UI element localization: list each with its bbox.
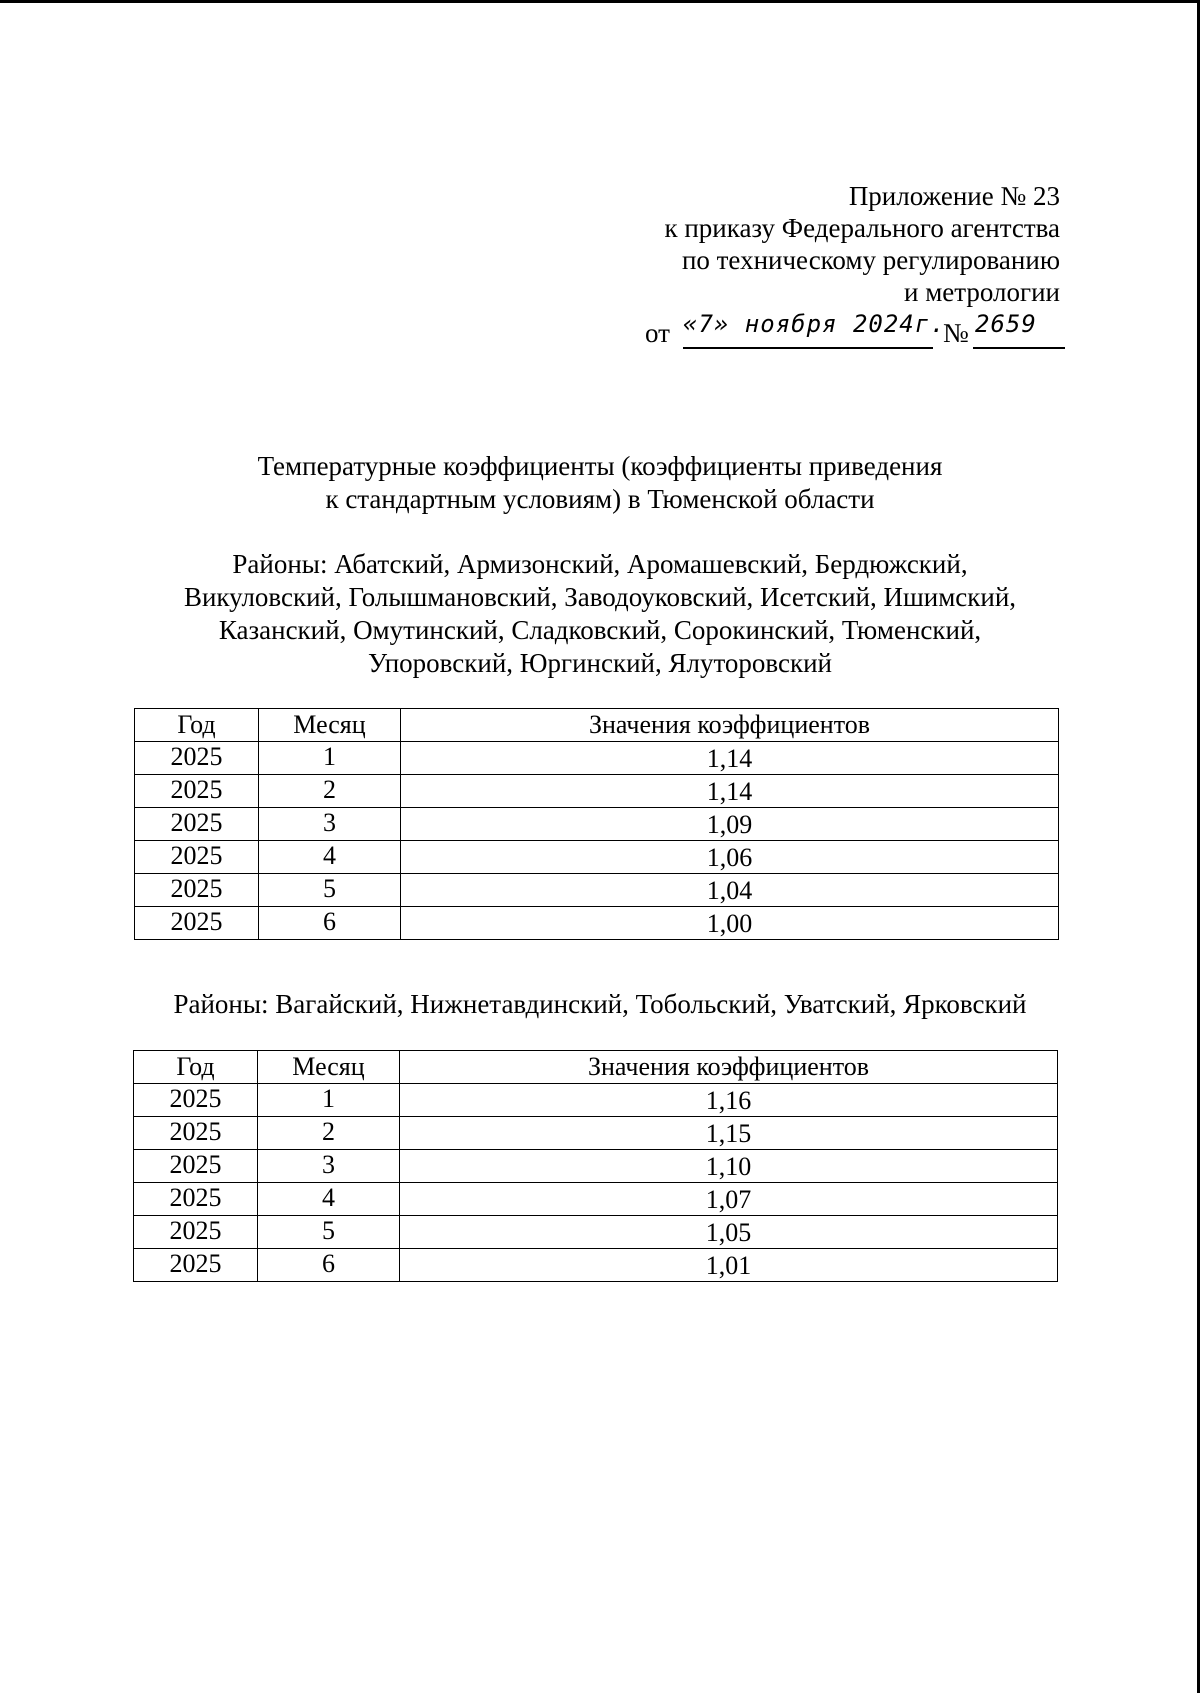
cell-month: 6	[259, 907, 401, 940]
cell-month: 3	[258, 1150, 400, 1183]
order-number-underline	[973, 347, 1065, 349]
header-month: Месяц	[259, 709, 401, 742]
cell-month: 1	[258, 1084, 400, 1117]
appendix-number: Приложение № 23	[848, 181, 1060, 211]
coefficients-table-2	[133, 1050, 1058, 1282]
table-row	[135, 775, 1059, 808]
cell-year: 2025	[135, 775, 259, 808]
appendix-order-ref: к приказу Федерального агентства	[664, 213, 1060, 243]
cell-year: 2025	[135, 874, 259, 907]
cell-month: 3	[259, 808, 401, 841]
districts-line: Районы: Абатский, Армизонский, Аромашевский, Бердюжский,	[232, 549, 968, 579]
cell-year: 2025	[134, 1084, 258, 1117]
table-row	[135, 742, 1059, 775]
cell-value: 1,00	[401, 907, 1059, 940]
cell-year: 2025	[134, 1249, 258, 1282]
order-number-label: №	[943, 318, 969, 348]
cell-month: 1	[259, 742, 401, 775]
table-header-row	[134, 1051, 1058, 1084]
cell-value: 1,01	[400, 1249, 1058, 1282]
cell-value: 1,05	[400, 1216, 1058, 1249]
table-header-row	[135, 709, 1059, 742]
header-month: Месяц	[258, 1051, 400, 1084]
coefficients-table-1	[134, 708, 1059, 940]
districts-group-2: Районы: Вагайский, Нижнетавдинский, Тобольский, Уватский, Ярковский	[173, 989, 1027, 1019]
appendix-agency-line: по техническому регулированию	[681, 245, 1060, 275]
table-row	[135, 841, 1059, 874]
order-date-number	[645, 310, 1065, 354]
table-row	[134, 1117, 1058, 1150]
order-from-label: от	[645, 318, 670, 348]
cell-year: 2025	[135, 742, 259, 775]
cell-month: 5	[258, 1216, 400, 1249]
document-title	[0, 450, 1200, 516]
table-row	[134, 1150, 1058, 1183]
cell-year: 2025	[135, 907, 259, 940]
cell-value: 1,16	[400, 1084, 1058, 1117]
cell-month: 2	[258, 1117, 400, 1150]
table-row	[134, 1183, 1058, 1216]
districts-line: Упоровский, Юргинский, Ялуторовский	[367, 648, 833, 678]
cell-month: 4	[258, 1183, 400, 1216]
header-value: Значения коэффициентов	[400, 1051, 1058, 1084]
order-date: «7» ноября 2024г.	[683, 310, 946, 338]
cell-year: 2025	[134, 1117, 258, 1150]
districts-group-1	[0, 548, 1200, 680]
header-year: Год	[134, 1051, 258, 1084]
table-row	[134, 1084, 1058, 1117]
cell-month: 6	[258, 1249, 400, 1282]
table-row	[134, 1216, 1058, 1249]
districts-line: Викуловский, Голышмановский, Заводоуковский, Исетский, Ишимский,	[183, 582, 1017, 612]
header-value: Значения коэффициентов	[401, 709, 1059, 742]
cell-year: 2025	[135, 808, 259, 841]
appendix-agency-line-2: и метрологии	[904, 277, 1060, 307]
appendix-header	[520, 180, 1060, 308]
cell-value: 1,04	[401, 874, 1059, 907]
title-line-2: к стандартным условиям) в Тюменской области	[325, 484, 875, 514]
cell-year: 2025	[135, 841, 259, 874]
cell-month: 4	[259, 841, 401, 874]
cell-value: 1,09	[401, 808, 1059, 841]
table-row	[135, 808, 1059, 841]
cell-month: 2	[259, 775, 401, 808]
cell-value: 1,14	[401, 742, 1059, 775]
cell-value: 1,07	[400, 1183, 1058, 1216]
cell-month: 5	[259, 874, 401, 907]
order-number: 2659	[975, 310, 1037, 338]
cell-year: 2025	[134, 1150, 258, 1183]
cell-year: 2025	[134, 1216, 258, 1249]
title-line-1: Температурные коэффициенты (коэффициенты приведения	[257, 451, 943, 481]
order-date-underline	[683, 347, 933, 349]
cell-value: 1,14	[401, 775, 1059, 808]
table-row	[135, 907, 1059, 940]
districts-line: Казанский, Омутинский, Сладковский, Сорокинский, Тюменский,	[218, 615, 982, 645]
table-row	[135, 874, 1059, 907]
cell-value: 1,10	[400, 1150, 1058, 1183]
cell-value: 1,15	[400, 1117, 1058, 1150]
table-row	[134, 1249, 1058, 1282]
header-year: Год	[135, 709, 259, 742]
cell-value: 1,06	[401, 841, 1059, 874]
scan-edge-top	[0, 0, 1200, 3]
cell-year: 2025	[134, 1183, 258, 1216]
